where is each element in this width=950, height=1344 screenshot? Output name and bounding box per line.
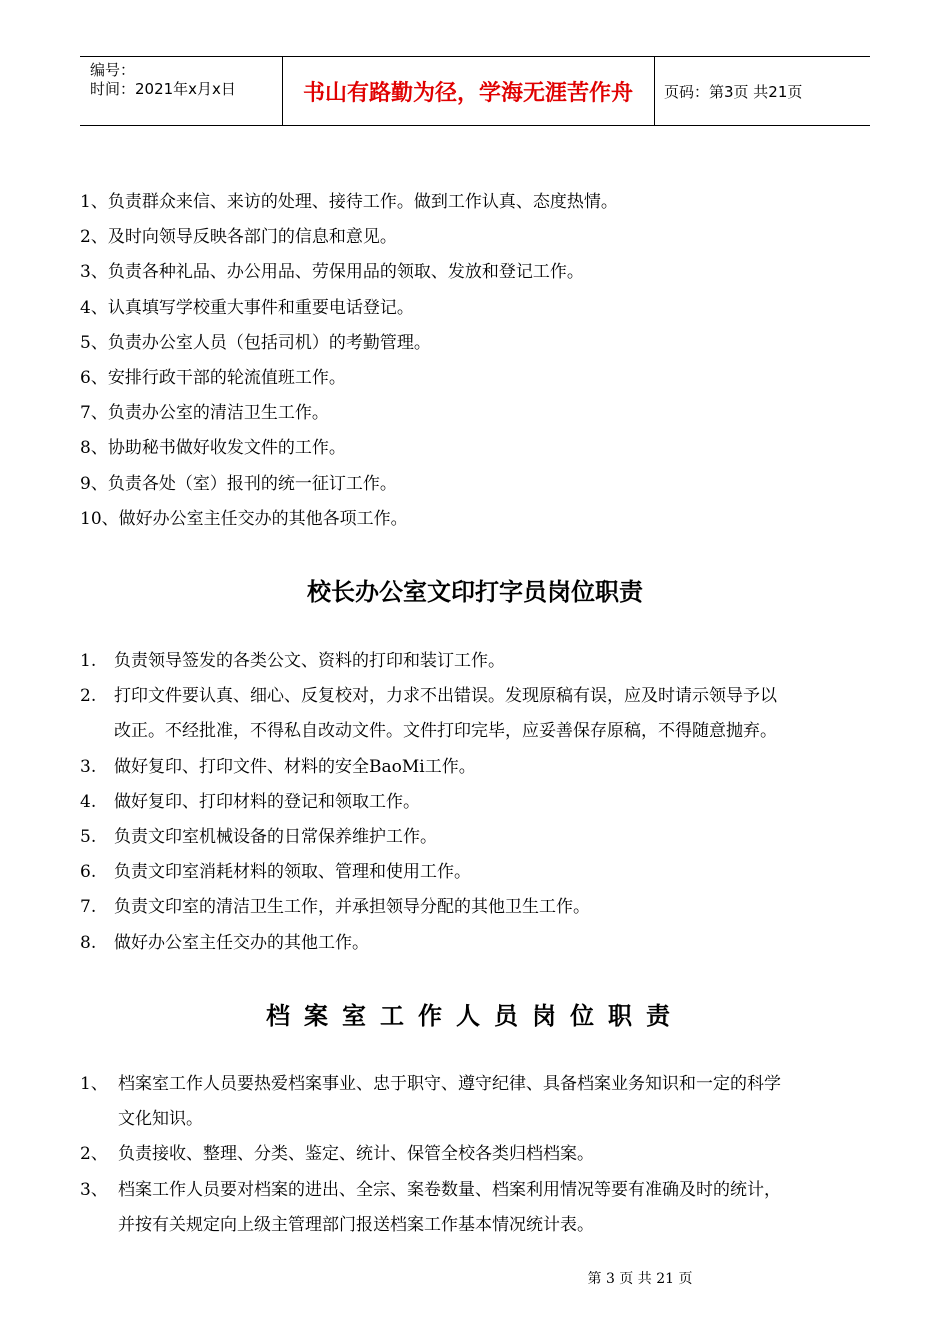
list-item: 负责接收、整理、分类、鉴定、统计、保管全校各类归档档案。 [118, 1144, 594, 1164]
list-item: 负责文印室机械设备的日常保养维护工作。 [114, 827, 437, 847]
item-number: 2. [80, 686, 97, 706]
item-number: 3. [80, 757, 97, 777]
list-item: 5、负责办公室人员（包括司机）的考勤管理。 [80, 333, 431, 353]
list-item: 6、安排行政干部的轮流值班工作。 [80, 368, 346, 388]
list-item: 8、协助秘书做好收发文件的工作。 [80, 438, 346, 458]
list-item: 档案工作人员要对档案的进出、全宗、案卷数量、档案利用情况等要有准确及时的统计， [118, 1180, 781, 1200]
list-item-continuation: 改正。不经批准，不得私自改动文件。文件打印完毕，应妥善保存原稿，不得随意抛弃。 [114, 721, 777, 741]
list-item: 负责领导签发的各类公文、资料的打印和装订工作。 [114, 651, 505, 671]
code-label: 编号： [90, 61, 136, 79]
header-page-info: 页码：第3页 共21页 [664, 82, 803, 101]
list-item: 做好复印、打印文件、材料的安全BaoMi工作。 [114, 757, 476, 777]
list-item: 10、做好办公室主任交办的其他各项工作。 [80, 509, 408, 529]
list-item: 做好复印、打印材料的登记和领取工作。 [114, 792, 420, 812]
item-number: 1. [80, 651, 97, 671]
list-item: 3、负责各种礼品、办公用品、劳保用品的领取、发放和登记工作。 [80, 262, 584, 282]
item-number: 1、 [80, 1074, 108, 1094]
item-number: 8. [80, 933, 97, 953]
list-item: 打印文件要认真、细心、反复校对，力求不出错误。发现原稿有误，应及时请示领导予以 [114, 686, 777, 706]
section2-title: 校长办公室文印打字员岗位职责 [307, 578, 643, 606]
list-item-continuation: 并按有关规定向上级主管理部门报送档案工作基本情况统计表。 [118, 1215, 594, 1235]
date-label: 时间：2021年x月x日 [90, 80, 236, 98]
list-item-continuation: 文化知识。 [118, 1109, 203, 1129]
item-number: 3、 [80, 1180, 108, 1200]
item-number: 2、 [80, 1144, 108, 1164]
header-motto: 书山有路勤为径，学海无涯苦作舟 [302, 80, 633, 106]
page-header [80, 56, 870, 126]
list-item: 做好办公室主任交办的其他工作。 [114, 933, 369, 953]
list-item: 4、认真填写学校重大事件和重要电话登记。 [80, 298, 414, 318]
list-item: 1、负责群众来信、来访的处理、接待工作。做到工作认真、态度热情。 [80, 192, 618, 212]
list-item: 2、及时向领导反映各部门的信息和意见。 [80, 227, 397, 247]
list-item: 7、负责办公室的清洁卫生工作。 [80, 403, 329, 423]
item-number: 7. [80, 897, 97, 917]
list-item: 负责文印室消耗材料的领取、管理和使用工作。 [114, 862, 471, 882]
list-item: 档案室工作人员要热爱档案事业、忠于职守、遵守纪律、具备档案业务知识和一定的科学 [118, 1074, 781, 1094]
header-divider-right [654, 57, 655, 125]
item-number: 6. [80, 862, 97, 882]
item-number: 4. [80, 792, 97, 812]
header-meta [90, 61, 236, 99]
list-item: 负责文印室的清洁卫生工作，并承担领导分配的其他卫生工作。 [114, 897, 590, 917]
list-item: 9、负责各处（室）报刊的统一征订工作。 [80, 474, 397, 494]
section3-title: 档案室工作人员岗位职责 [266, 1002, 684, 1030]
page-footer: 第 3 页 共 21 页 [587, 1271, 693, 1287]
item-number: 5. [80, 827, 97, 847]
